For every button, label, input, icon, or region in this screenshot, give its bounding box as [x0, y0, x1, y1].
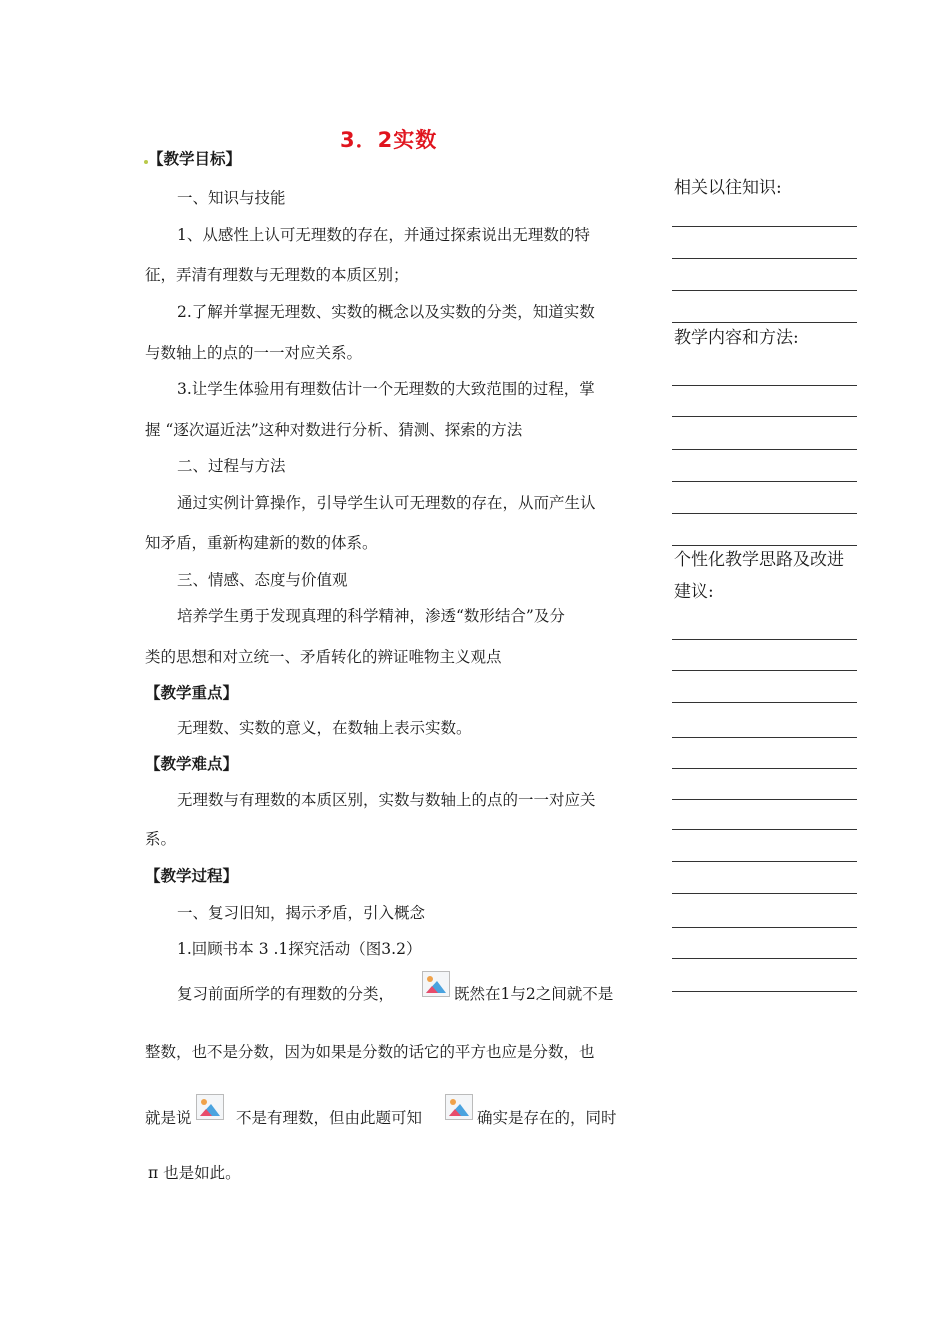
note-line	[672, 829, 857, 830]
note-line	[672, 737, 857, 738]
note-line	[672, 416, 857, 417]
note-line	[672, 290, 857, 291]
note-line	[672, 799, 857, 800]
text-line: 二、过程与方法	[177, 457, 286, 475]
text-line: 与数轴上的点的一一对应关系。	[145, 344, 363, 362]
text-line: 一、知识与技能	[177, 189, 286, 207]
text-line: 就是说	[145, 1109, 192, 1127]
text-line: 整数，也不是分数，因为如果是分数的话它的平方也应是分数，也	[145, 1043, 595, 1061]
sidebar-heading-content-method: 教学内容和方法:	[674, 328, 799, 348]
note-line	[672, 513, 857, 514]
note-line	[672, 670, 857, 671]
note-line	[672, 861, 857, 862]
note-line	[672, 893, 857, 894]
text-line: 培养学生勇于发现真理的科学精神，渗透“数形结合”及分	[177, 607, 565, 625]
sidebar-heading-related-knowledge: 相关以往知识:	[674, 178, 782, 198]
note-line	[672, 991, 857, 992]
text-line: 2.了解并掌握无理数、实数的概念以及实数的分类，知道实数	[177, 303, 595, 321]
note-line	[672, 545, 857, 546]
note-line	[672, 385, 857, 386]
text-line: π 也是如此。	[148, 1164, 241, 1182]
section-heading-goals: 【教学目标】	[148, 149, 242, 168]
sidebar-heading-personalized: 个性化教学思路及改进	[674, 550, 844, 570]
sidebar-heading-personalized-cont: 建议:	[674, 582, 714, 602]
text-line: 类的思想和对立统一、矛盾转化的辨证唯物主义观点	[145, 648, 502, 666]
note-line	[672, 702, 857, 703]
text-line: 征，弄清有理数与无理数的本质区别；	[145, 266, 409, 284]
text-line: 3.让学生体验用有理数估计一个无理数的大致范围的过程，掌	[177, 380, 595, 398]
image-placeholder-icon	[196, 1094, 224, 1120]
doc-title: 3．2实数	[340, 128, 438, 152]
text-line: 通过实例计算操作，引导学生认可无理数的存在，从而产生认	[177, 494, 596, 512]
image-placeholder-icon	[445, 1094, 473, 1120]
text-line: 知矛盾，重新构建新的数的体系。	[145, 534, 378, 552]
image-placeholder-icon	[422, 971, 450, 997]
note-line	[672, 449, 857, 450]
text-line: 无理数与有理数的本质区别，实数与数轴上的点的一一对应关	[177, 791, 596, 809]
note-line	[672, 258, 857, 259]
section-heading-process: 【教学过程】	[145, 866, 239, 885]
note-line	[672, 927, 857, 928]
note-line	[672, 958, 857, 959]
note-line	[672, 226, 857, 227]
note-line	[672, 639, 857, 640]
note-line	[672, 768, 857, 769]
note-line	[672, 481, 857, 482]
text-line: 握 “逐次逼近法”这种对数进行分析、猜测、探索的方法	[145, 421, 523, 439]
text-line: 1、从感性上认可无理数的存在，并通过探索说出无理数的特	[177, 226, 590, 244]
text-line: 无理数、实数的意义，在数轴上表示实数。	[177, 719, 472, 737]
section-heading-key-points: 【教学重点】	[145, 683, 239, 702]
text-line: 1.回顾书本 3 .1探究活动（图3.2）	[177, 940, 422, 958]
section-heading-difficulties: 【教学难点】	[145, 754, 239, 773]
text-line: 复习前面所学的有理数的分类，	[177, 985, 395, 1003]
text-line: 既然在1与2之间就不是	[454, 985, 614, 1003]
text-line: 一、复习旧知，揭示矛盾，引入概念	[177, 904, 426, 922]
note-line	[672, 322, 857, 323]
text-line: 确实是存在的，同时	[477, 1109, 617, 1127]
text-line: 不是有理数，但由此题可知	[236, 1109, 423, 1127]
text-line: 三、情感、态度与价值观	[177, 571, 348, 589]
text-line: 系。	[145, 830, 177, 848]
